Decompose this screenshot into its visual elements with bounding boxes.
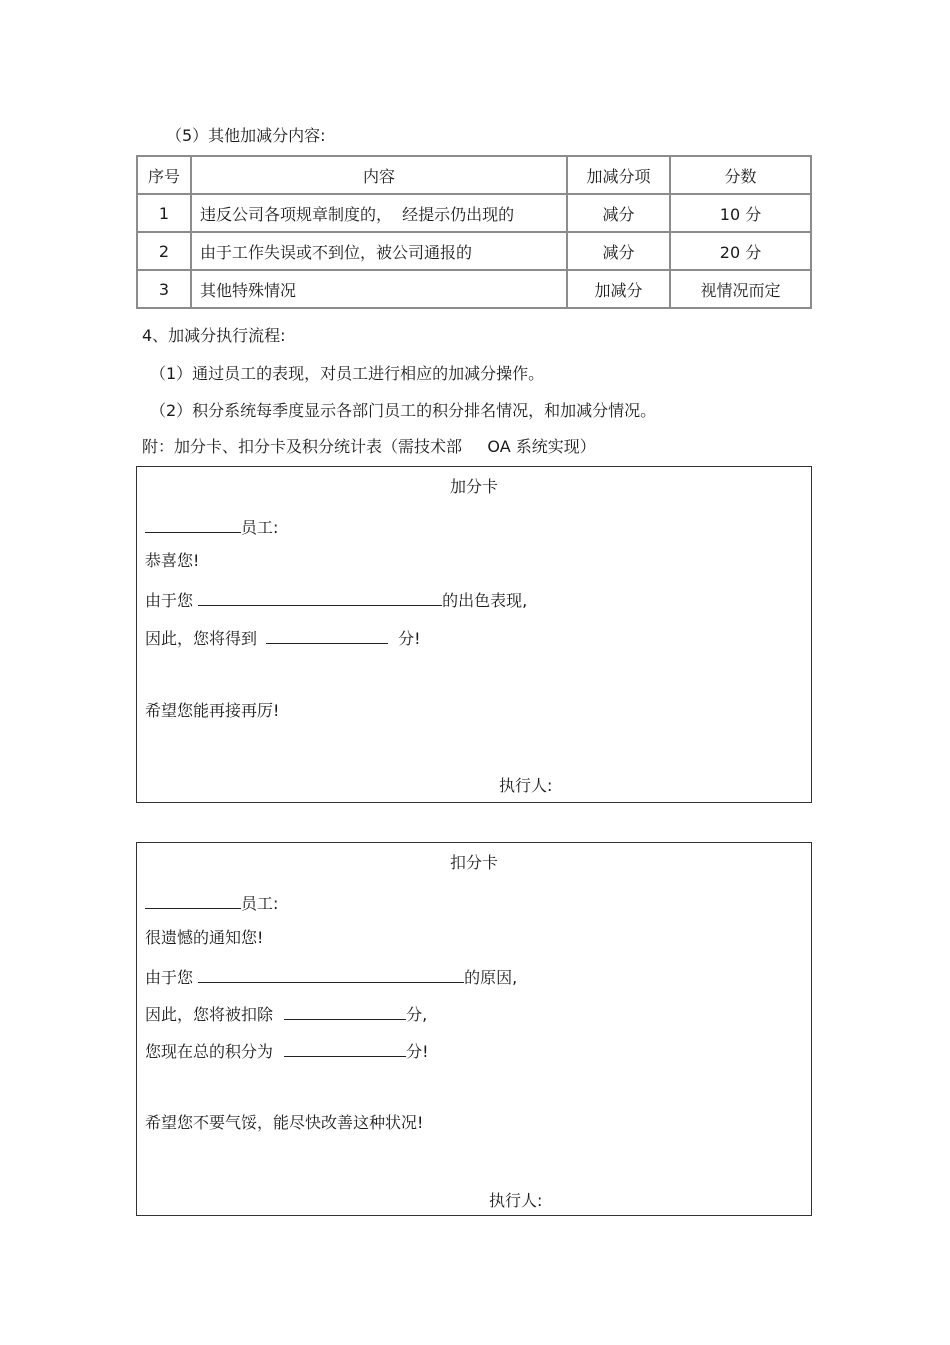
plus-card-reason-line [145,588,527,611]
cell-content: 违反公司各项规章制度的， 经提示仍出现的 [191,194,567,232]
header-score: 分数 [670,156,811,194]
reason-suffix: 的原因, [464,968,518,987]
process-step-1: （1）通过员工的表现，对员工进行相应的加减分操作。 [150,364,545,383]
cell-no: 3 [137,270,191,308]
employee-label: 员工: [241,518,279,537]
reason-suffix: 的出色表现, [442,591,528,610]
points-blank[interactable] [266,626,388,644]
section-4-heading: 4、加减分执行流程: [142,326,286,345]
plus-card-employee-line [145,515,278,538]
table-row [137,194,811,232]
minus-card [136,842,812,1216]
scoring-table [136,155,812,309]
employee-name-blank[interactable] [145,515,241,533]
cell-no: 1 [137,194,191,232]
section-5-heading: （5）其他加减分内容: [166,126,326,145]
cell-score: 20 分 [670,232,811,270]
points-prefix: 因此，您将得到 [145,629,258,648]
minus-card-regret: 很遗憾的通知您! [145,928,264,947]
cell-score: 10 分 [670,194,811,232]
total-prefix: 您现在总的积分为 [145,1042,274,1061]
minus-card-title: 扣分卡 [449,853,498,872]
reason-prefix: 由于您 [145,968,194,987]
header-type: 加减分项 [567,156,670,194]
minus-card-total-line [145,1039,429,1062]
points-suffix: 分! [398,629,421,648]
plus-card [136,466,812,803]
process-step-2: （2）积分系统每季度显示各部门员工的积分排名情况，和加减分情况。 [150,401,657,420]
cell-type: 减分 [567,194,670,232]
cell-no: 2 [137,232,191,270]
deduct-blank[interactable] [284,1002,406,1020]
minus-card-reason-line [145,965,517,988]
plus-card-congrats: 恭喜您! [145,551,200,570]
total-blank[interactable] [284,1039,406,1057]
minus-card-encourage: 希望您不要气馁，能尽快改善这种状况! [145,1113,424,1132]
minus-card-executor: 执行人: [489,1191,543,1210]
reason-prefix: 由于您 [145,591,194,610]
reason-blank[interactable] [198,588,442,606]
cell-content: 由于工作失误或不到位，被公司通报的 [191,232,567,270]
deduct-prefix: 因此，您将被扣除 [145,1005,274,1024]
reason-blank[interactable] [198,965,464,983]
cell-score: 视情况而定 [670,270,811,308]
cell-content: 其他特殊情况 [191,270,567,308]
plus-card-points-line [145,626,421,649]
header-no: 序号 [137,156,191,194]
table-row [137,270,811,308]
plus-card-encourage: 希望您能再接再厉! [145,701,280,720]
appendix-note: 附：加分卡、扣分卡及积分统计表（需技术部 OA 系统实现） [142,437,596,456]
employee-label: 员工: [241,894,279,913]
cell-type: 减分 [567,232,670,270]
plus-card-executor: 执行人: [499,776,553,795]
deduct-suffix: 分, [406,1005,428,1024]
header-content: 内容 [191,156,567,194]
table-row [137,232,811,270]
cell-type: 加减分 [567,270,670,308]
plus-card-title: 加分卡 [449,477,498,496]
minus-card-deduct-line [145,1002,427,1025]
total-suffix: 分! [406,1042,429,1061]
minus-card-employee-line [145,891,278,914]
table-header-row [137,156,811,194]
employee-name-blank[interactable] [145,891,241,909]
